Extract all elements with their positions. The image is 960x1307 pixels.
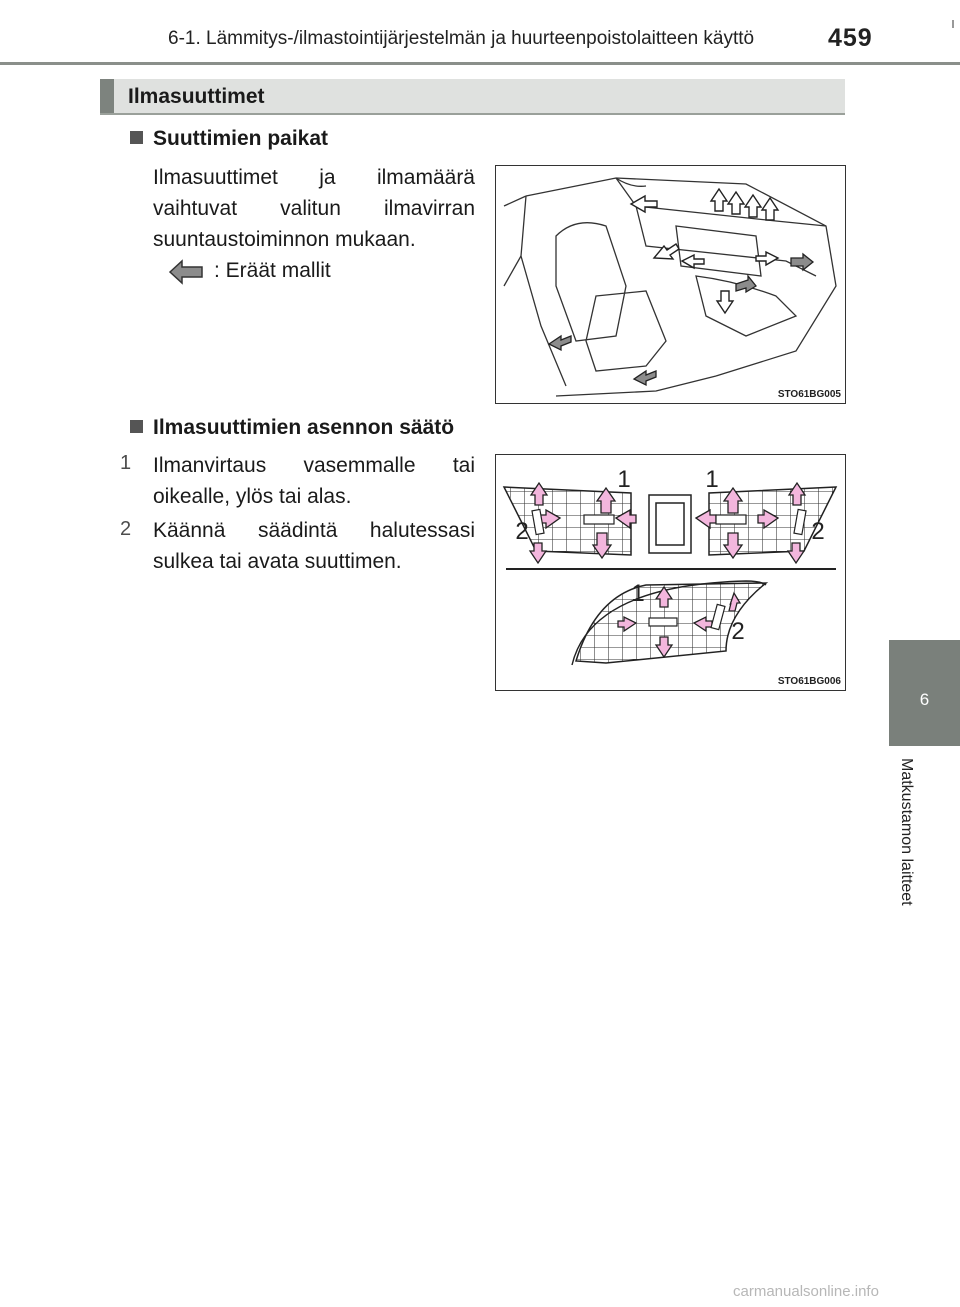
watermark: carmanualsonline.info — [733, 1283, 879, 1300]
subsection-heading-adjust — [130, 416, 454, 440]
subsection-heading-text: Ilmasuuttimien asennon säätö — [153, 416, 455, 439]
chapter-tab — [889, 640, 960, 746]
figure-vent-adjustment — [495, 454, 846, 691]
callout-1: 1 — [705, 466, 719, 493]
figure-code: STO61BG006 — [777, 676, 841, 687]
legend-text: : Eräät mallit — [214, 259, 331, 282]
subsection-heading-text: Suuttimien paikat — [153, 127, 329, 150]
vent-adjust-illustration — [496, 455, 844, 689]
section-bar — [100, 79, 845, 115]
subsection-heading-locations — [130, 127, 328, 151]
callout-2: 2 — [731, 618, 745, 645]
page-number: 459 — [828, 24, 873, 52]
callout-1: 1 — [631, 580, 645, 607]
square-bullet-icon — [130, 131, 143, 144]
vent-arrow-legend-icon — [168, 258, 204, 286]
square-bullet-icon — [130, 420, 143, 433]
header-rule — [0, 62, 960, 65]
paragraph-vents: Ilmasuuttimet ja ilmamäärä vaihtuvat valitun ilmavirran suuntaustoiminnon mukaan. — [153, 166, 475, 251]
cabin-illustration — [496, 166, 844, 402]
figure-cabin-vents — [495, 165, 846, 404]
callout-1: 1 — [617, 466, 631, 493]
figure-code: STO61BG005 — [777, 389, 841, 400]
callout-2: 2 — [811, 518, 825, 545]
paragraph-item-2: Käännä säädintä halutessasi sulkea tai avata suuttimen. — [153, 519, 475, 573]
header-title: 6-1. Lämmitys-/ilmastointijärjestelmän ja huurteenpoistolaitteen käyttö — [168, 28, 755, 49]
number-badge-2: 2 — [113, 517, 138, 542]
section-bar-accent — [100, 79, 114, 113]
section-title: Ilmasuuttimet — [128, 85, 265, 108]
paragraph-item-1: Ilmanvirtaus vasemmalle tai oikealle, ylös tai alas. — [153, 454, 475, 508]
chapter-label: Matkustamon laitteet — [898, 758, 915, 906]
crop-mark — [952, 20, 954, 28]
number-badge-1: 1 — [113, 451, 138, 476]
chapter-number: 6 — [919, 690, 930, 709]
callout-2: 2 — [515, 518, 529, 545]
